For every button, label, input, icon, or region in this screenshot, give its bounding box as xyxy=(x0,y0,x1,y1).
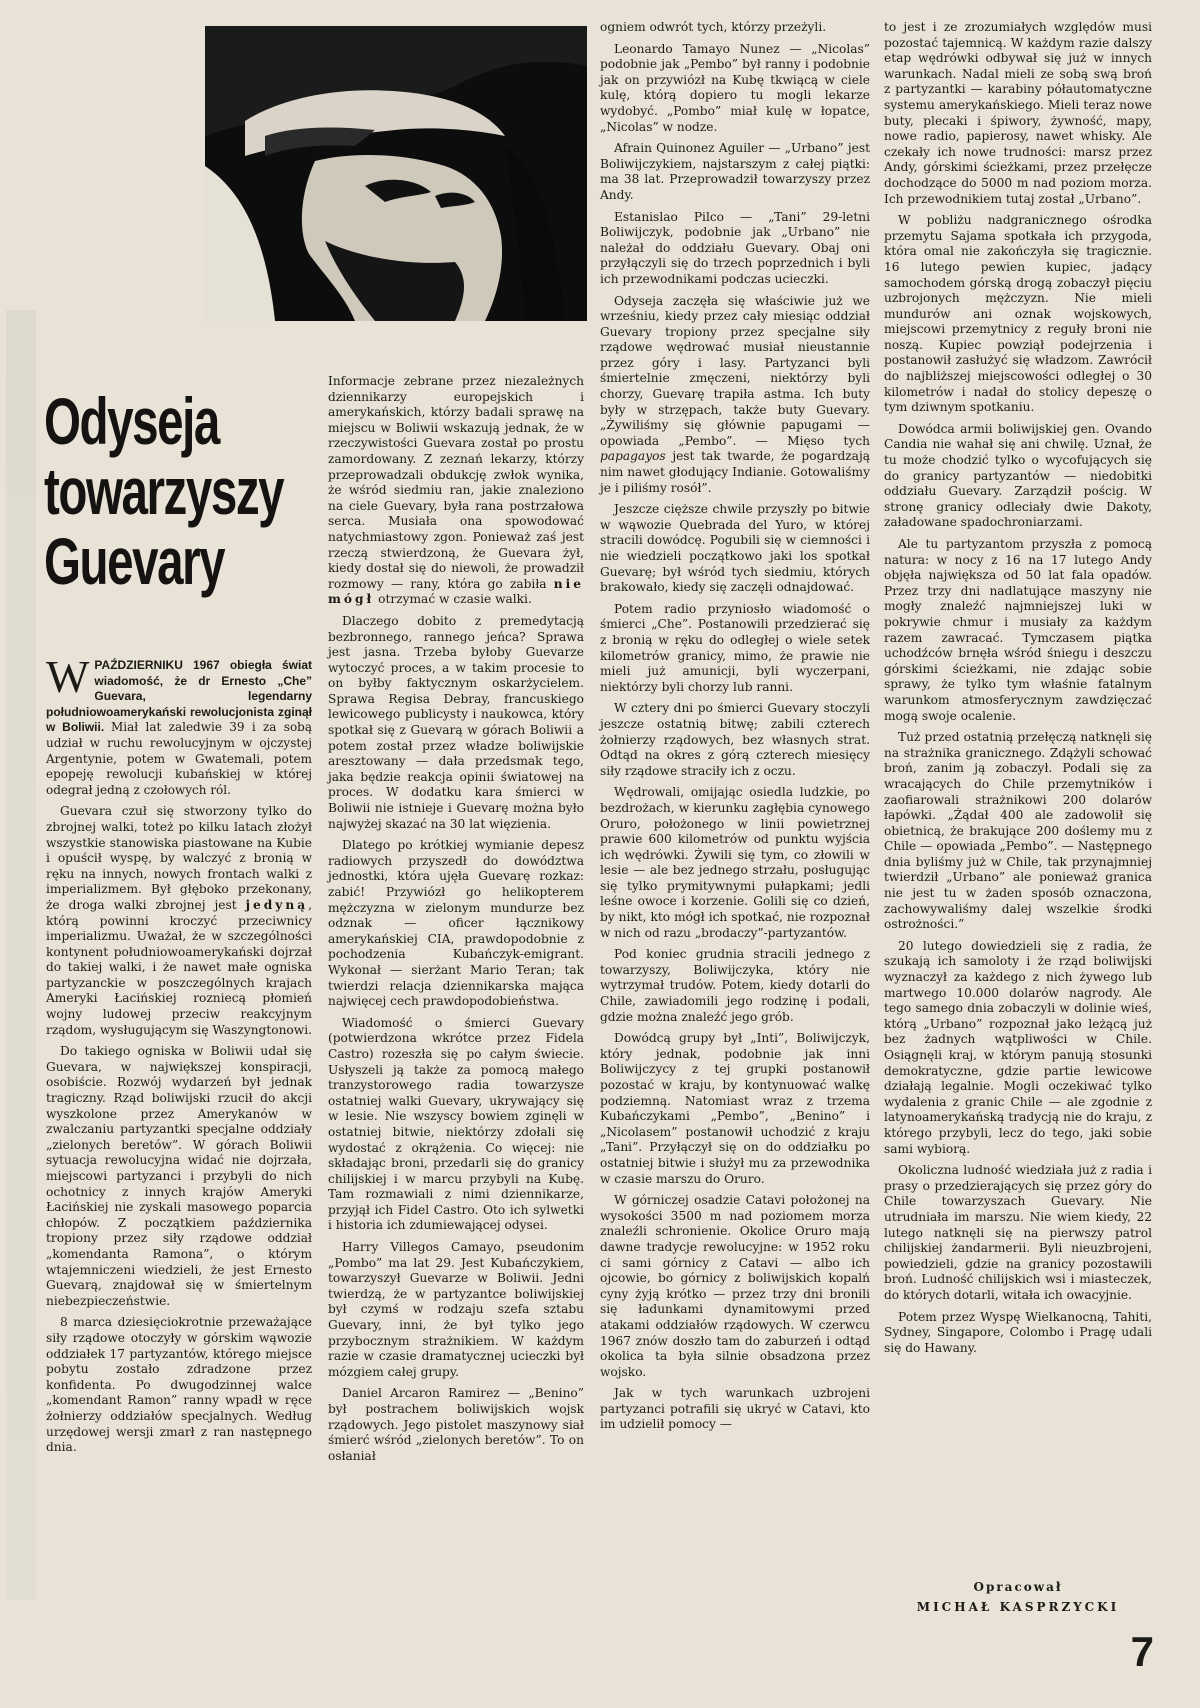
paragraph: 20 lutego dowiedzieli się z radia, że szukają ich samoloty i że rząd boliwijski wyznaczył za każdego z nich żywego lub martwego 10.000 dolarów nagrody. Ale tego samego dnia zobaczyli w dolinie wieś, którą „Urbano” rozpoznał jako leżącą już bez żadnych wątpliwości w Chile. Osiągnęli kraj, w którym panują stosunki demokratyczne, gdzie partie lewicowe działają legalnie. Mogli oczekiwać tylko wydalenia z granic Chile — ale zgodnie z latynoamerykańską tradycją nie do kraju, z którego przybyli, lecz do tego, jaki sobie sami wybiorą. xyxy=(884,938,1152,1156)
paragraph: ogniem odwrót tych, którzy przeżyli. xyxy=(600,20,827,34)
byline-label: Opracował xyxy=(973,1580,1063,1594)
lead-paragraph xyxy=(46,651,312,798)
text-run: Odyseja zaczęła się właściwie już we wrześniu, kiedy przez cały miesiąc oddział Guevary tropiony przez specjalne siły rządowe wędrować musiał nieustannie przez góry i lasy. Partyzanci byli śmiertelnie zmęczeni, niektórzy byli chorzy, Guevarę trapiła astma. Ich buty były w strzępach, także buty Guevary. „Żywiliśmy się głównie papugami — opowiada „Pembo”. — Mięso tych xyxy=(600,293,870,448)
paragraph: Dlatego po krótkiej wymianie depesz radiowych przyszedł do dowództwa jednostki, która ujęła Guevarę rozkaz: zabić! Przywiózł go helikopterem mężczyzna w zielonym mundurze bez odznak — oficer łącznikowy amerykańskiej CIA, prawdopodobnie z pochodzenia Kubańczyk-emigrant. Wykonał — sierżant Mario Teran; tak twierdzi relacja dziennikarska mająca najwięcej cech prawdopodobieństwa. xyxy=(328,838,584,1009)
article-title xyxy=(44,386,314,596)
page-fold-shadow xyxy=(6,310,36,1600)
lead-text: PAŹDZIERNIKU 1967 obiegła świat wiadomość, że dr Ernesto „Che” Guevara, legendarny południowoamerykański rewolucjonista zginął w Boliwii. xyxy=(46,658,312,735)
paragraph: Dowódcą grupy był „Inti”, Boliwijczyk, który jednak, podobnie jak inni Boliwijczycy z tej grupki postanowił pozostać w kraju, by kontynuować walkę podziemną. Natomiast wraz z trzema Kubańczykami „Pembo”, „Benino” i „Nicolasem” postanowił uchodzić z kraju „Tani”. Przyłączył się on do oddziałku po ostatniej bitwie i służył mu za przewodnika w czasie marszu do Oruro. xyxy=(600,1031,870,1186)
text-run: Guevara czuł się stworzony tylko do zbrojnej walki, toteż po kilku latach złożył wszystkie stanowiska piastowane na Kubie i opuścił wyspę, by walczyć z bronią w ręku na innych, nowych frontach walki z imperializmem. Był głęboko przekonany, że droga walki zbrojnej jest xyxy=(46,804,312,912)
paragraph: Jeszcze cięższe chwile przyszły po bitwie w wąwozie Quebrada del Yuro, w której stracili dowódcę. Pogubili się w ciemności i nie wiedzieli początkowo jaki los spotkał Guevarę; był wśród tych siedmiu, których brakowało, kiedy się zaczęli odnajdować. xyxy=(600,502,870,595)
paragraph: Harry Villegos Camayo, pseudonim „Pombo” ma lat 29. Jest Kubańczykiem, towarzyszył Guevarze w Boliwii. Jedni twierdzą, że w partyzantce boliwijskiej był czymś w rodzaju szefa sztabu Guevary, inni, że był tylko jego przybocznym strażnikiem. W każdym razie w czasie dramatycznej ucieczki był mózgiem całej grupy. xyxy=(328,1240,584,1379)
text-run: jest tak twarde, że pogardzają nim nawet głodujący Indianie. Gotowaliśmy je i piliśmy rosół”. xyxy=(600,449,870,495)
title-line-1: Odyseja xyxy=(44,384,219,458)
article-column-1 xyxy=(46,651,312,1462)
paragraph: Afrain Quinonez Aguiler — „Urbano” jest Boliwijczykiem, najstarszym z całej piątki: ma 38 lat. Przeprowadził towarzyszy przez Andy. xyxy=(600,141,870,202)
text-run: , którą powinni kroczyć przeciwnicy imperializmu. Uważał, że w szczególności kontynent południowoamerykański dojrzał do takiej walki, i że nawet małe ogniska partyzanckie w poszczególnych krajach Ameryki Łacińskiej rozniecą płomień wojny ludowej przeciw reakcyjnym rządom, wysługującym się Waszyngtonowi. xyxy=(46,897,312,1037)
emphasis-spaced: jedyną xyxy=(245,897,309,912)
page-number: 7 xyxy=(1130,1628,1154,1675)
paragraph xyxy=(600,294,870,497)
paragraph: Daniel Arcaron Ramirez — „Benino” był postrachem boliwijskich wojsk rządowych. Jego pistolet maszynowy siał śmierć wśród „zielonych beretów”. To on osłaniał xyxy=(328,1386,584,1463)
text-run: otrzymać w czasie walki. xyxy=(378,592,532,607)
paragraph: to jest i ze zrozumiałych względów musi pozostać tajemnicą. W każdym razie dalszy etap wędrówki odbywał się już w innych warunkach. Nadal mieli ze sobą swą broń z partyzantki — karabiny półautomatyczne systemu amerykańskiego. Mieli teraz nowe buty, plecaki i śpiwory, żywność, mapy, nowe radio, papierosy, nawet whisky. Ale czekały ich nowe trudności: marsz przez Andy, górskimi ścieżkami, przez przełęcze dochodzące do 5000 m nad poziom morza. Ich przewodnikiem tutaj został „Urbano”. xyxy=(884,20,1152,206)
drop-cap: W xyxy=(46,651,90,702)
lead-continuation: Miał lat zaledwie 39 i za sobą udział w ruchu rewolucyjnym w ojczystej Argentynie, potem w Gwatemali, potem epopeję rewolucji kubańskiej w której odegrał jedną z czołowych ról. xyxy=(46,720,312,797)
paragraph: W pobliżu nadgranicznego ośrodka przemytu Sajama spotkała ich przygoda, która omal nie zakończyła się tragicznie. 16 lutego pewien kupiec, jadący samochodem górską drogą zobaczył pięciu uzbrojonych mężczyzn. Nie mieli mundurów ani oznak wojskowych, miejscowi przemytnicy z reguły broni nie noszą. Kupiec powziął podejrzenia i postanowił zasłużyć się władzom. Zawrócił do najbliższej miejscowości odległej o 30 kilometrów i nadał do stolicy depeszę o tym dziwnym spotkaniu. xyxy=(884,213,1152,415)
paragraph: W cztery dni po śmierci Guevary stoczyli jeszcze ostatnią bitwę; zabili czterech żołnierzy rządowych, bez własnych strat. Odtąd na okres z górą czterech miesięcy siły rządowe straciły ich z oczu. xyxy=(600,701,870,778)
paragraph: Pod koniec grudnia stracili jednego z towarzyszy, Boliwijczyka, który nie wytrzymał trudów. Potem, kiedy dotarli do Chile, zawiadomili jego rodzinę i podali, gdzie można znaleźć jego grób. xyxy=(600,947,870,1024)
paragraph: Okoliczna ludność wiedziała już z radia i prasy o przedzierających się przez góry do Chile towarzyszach Guevary. Nie utrudniała im marszu. Nie wiem kiedy, 22 lutego natknęli się na pierwszy patrol chilijskiej żandarmerii. Byli nieuzbrojeni, powiedzieli, gdzie na granicy pozostawili broń. Ludność chilijskich wsi i miasteczek, do których dotarli, witała ich owacyjnie. xyxy=(884,1163,1152,1302)
paragraph: Wędrowali, omijając osiedla ludzkie, po bezdrożach, w kierunku zagłębia cynowego Oruro, położonego w linii powietrznej prawie 600 kilometrów od punktu wyjścia ich wędrówki. Żywili się tym, co złowili w lesie — ale bez jednego strzału, posługując się tylko prymitywnymi pułapkami; jedli leśne owoce i korzenie. Golili się co dzień, by nikt, kto mógł ich spotkać, nie rozpoznał w nich od razu „brodaczy”-partyzantów. xyxy=(600,785,870,940)
paragraph: Potem przez Wyspę Wielkanocną, Tahiti, Sydney, Singapore, Colombo i Pragę udali się do Hawany. xyxy=(884,1309,1152,1355)
emphasis-spaced: nie mógł xyxy=(328,576,585,607)
paragraph: Dlaczego dobito z premedytacją bezbronnego, rannego jeńca? Sprawa jest jasna. Trzeba byłoby Guevarze wytoczyć proces, a w takim procesie to on byłby faktycznym oskarżycielem. Sprawa Regisa Debray, francuskiego lewicowego publicysty i naukowca, który spotkał się z Guevarą w górach Boliwii a potem został przez władze boliwijskie aresztowany — dała przedsmak tego, jaka będzie reakcja opinii światowej na proces. W dodatku kara śmierci w Boliwii nie istnieje i Guevarę można było najwyżej skazać na 30 lat więzienia. xyxy=(328,613,584,831)
paragraph: 8 marca dziesięciokrotnie przeważające siły rządowe otoczyły w górskim wąwozie oddziałek 17 partyzantów, którego miejsce pobytu zostało zdradzone przez konfidenta. Po dwugodzinnej walce „komendant Ramon” ranny wpadł w ręce żołnierzy oddziałów specjalnych. Według urzędowej wersji zmarł z ran następnego dnia. xyxy=(46,1315,312,1455)
paragraph: Estanislao Pilco — „Tani” 29-letni Boliwijczyk, podobnie jak „Urbano” nie należał do oddziału Guevary. Obaj oni przyłączyli się do trzech poprzednich i byli ich przewodnikami podczas ucieczki. xyxy=(600,209,870,286)
paragraph: Do takiego ogniska w Boliwii udał się Guevara, w największej konspiracji, osobiście. Rozwój wydarzeń był jednak tragiczny. Rząd boliwijski rzucił do akcji wyszkolone przez Amerykanów w zwalczaniu partyzantki specjalne oddziały „zielonych beretów”. W górach Boliwii sytuacja rewolucyjna widać nie dojrzała, miejscowi partyzanci i przybyli do nich ochotnicy z innych krajów Ameryki Łacińskiej nie zyskali masowego poparcia chłopów. Z początkiem października tropiony przez siły rządowe oddział „komendanta Ramona”, o którym wtajemniczeni wiedzieli, że jest Ernesto Guevarą, znajdował się w śmiertelnym niebezpieczeństwie. xyxy=(46,1044,312,1308)
paragraph: W górniczej osadzie Catavi położonej na wysokości 3500 m nad poziomem morza znaleźli schronienie. Okolice Oruro mają dawne tradycje rewolucyjne: w 1952 roku ci sami górnicy z Catavi — albo ich ojcowie, bo górnicy z boliwijskich kopalń cyny żyją krótko — przez trzy dni bronili się ładunkami dynamitowymi przed atakami oddziałów rządowych. W czerwcu 1967 znów doszło tam do zaburzeń i odtąd okolica ta była silnie obsadzona przez wojsko. xyxy=(600,1193,870,1379)
portrait-image xyxy=(205,26,587,321)
article-column-2 xyxy=(328,374,584,1470)
paragraph: Jak w tych warunkach uzbrojeni partyzanci potrafili się ukryć w Catavi, kto im udzielił pomocy — xyxy=(600,1386,870,1432)
title-line-3: Guevary xyxy=(44,524,225,598)
guevara-portrait-photo xyxy=(205,26,587,321)
title-line-2: towarzyszy xyxy=(44,454,284,528)
paragraph: Tuż przed ostatnią przełęczą natknęli się na strażnika granicznego. Zdążyli schować broń, zanim ją zobaczył. Podali się za wracających do Chile przemytników i zaofiarowali strażnikowi 200 dolarów łapówki. „Żądał 400 ale zadowolił się obietnicą, że brakujące 200 doślemy mu z Chile — opowiada „Pembo”. — Następnego dnia byliśmy już w Chile, tak przynajmniej twierdził „Urbano” ale ponieważ granica nie jest tu w żaden sposób oznaczona, zachowywaliśmy dalej wszelkie środki ostrożności.” xyxy=(884,730,1152,932)
italic-term: papagayos xyxy=(600,449,666,464)
paragraph: Ale tu partyzantom przyszła z pomocą natura: w nocy z 16 na 17 lutego Andy objęła największa od 50 lat fala opadów. Przez trzy dni nadlatujące maszyny nie mogły znaleźć najmniejszej luki w pokrywie chmur i musiały za każdym razem zawracać. Tymczasem piątka uchodźców brnęła wśród śniegu i deszczu górskimi ścieżkami, nie zdając sobie sprawy, że tylko tym właśnie fatalnym warunkom atmosferycznym zawdzięczać mogą swoje ocalenie. xyxy=(884,537,1152,723)
paragraph: Leonardo Tamayo Nunez — „Nicolas” podobnie jak „Pembo” był ranny i podobnie jak on przywiózł na Kubę tkwiącą w ciele kulę, którą dopiero tu mogli lekarze wydobyć. „Pombo” miał kulę w łopatce, „Nicolas” w nodze. xyxy=(600,41,870,134)
paragraph: Wiadomość o śmierci Guevary (potwierdzona wkrótce przez Fidela Castro) rozeszła się po całym świecie. Usłyszeli ją także za pomocą małego tranzystorowego radia towarzysze ostatniej walki Guevary, ukrywający się w lesie. Nie wszyscy bowiem zginęli w ostatniej bitwie, niektórzy zdołali się wydostać z okrążenia. Co więcej: nie składając broni, przedarli się do granicy chilijskiej i w marcu przybyli na Kubę. Tam rozmawiali z nimi dziennikarze, przyjął ich Fidel Castro. Oto ich sylwetki i historia ich zdumiewającej odysei. xyxy=(328,1015,584,1233)
paragraph xyxy=(46,804,312,1038)
text-run: Informacje zebrane przez niezależnych dziennikarzy europejskich i amerykańskich, którzy badali sprawę na miejscu w Boliwii wskazują jednak, że w rzeczywistości Guevara został po prostu zamordowany. Z zeznań lekarzy, którzy przeprowadzali obdukcję zwłok wynika, że wśród siedmiu ran, jakie znaleziono na ciele Guevary, była rana postrzałowa serca. Musiała ona spowodować natychmiastowy zgon. Ponieważ zaś jest rzeczą stwierdzoną, że Guevara żył, kiedy dostał się do niewoli, że prowadził rozmowy — rany, która go zabiła xyxy=(328,374,584,591)
byline-author: MICHAŁ KASPRZYCKI xyxy=(916,1600,1120,1614)
article-column-3 xyxy=(600,20,870,1439)
paragraph xyxy=(328,374,584,608)
article-column-4 xyxy=(884,20,1152,1362)
paragraph: Dowódca armii boliwijskiej gen. Ovando Candia nie wahał się ani chwilę. Uznał, że tu może chodzić tylko o wycofujących się do granicy partyzantów — niedobitki oddziału Guevary. Zarządził pościg. W stronę granicy odleciały dwie Dakoty, załadowane spadochroniarzami. xyxy=(884,421,1152,530)
paragraph: Potem radio przyniosło wiadomość o śmierci „Che”. Postanowili przedzierać się z bronią w ręku do odległej o wiele setek kilometrów granicy, mimo, że prawie nie mieli już amunicji, byli wyczerpani, niektórzy byli chorzy lub ranni. xyxy=(600,601,870,694)
